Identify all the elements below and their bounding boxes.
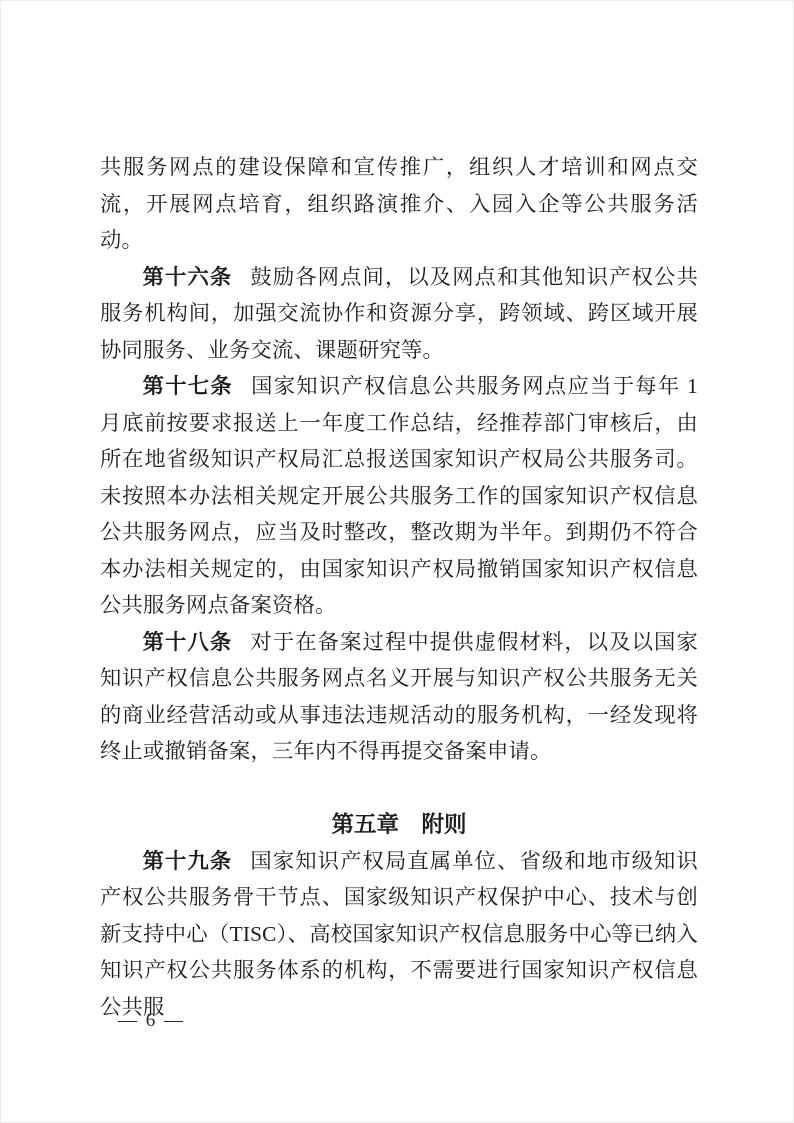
article-17-text: 国家知识产权信息公共服务网点应当于每年 1 月底前按要求报送上一年度工作总结，经推荐部门审核后，由所在地省级知识产权局汇总报送国家知识产权局公共服务司。未按照本办法相关规定开展公共服务工作的国家知识产权信息公共服务网点，应当及时整改，整改期为半年。到期仍不符合本办法相关规定的，由国家知识产权局撤销国家知识产权信息公共服务网点备案资格。 <box>100 374 698 617</box>
page-number: — 6 — <box>118 1010 185 1031</box>
article-16-text: 鼓励各网点间，以及网点和其他知识产权公共服务机构间，加强交流协作和资源分享，跨领域、跨区域开展协同服务、业务交流、课题研究等。 <box>100 264 698 362</box>
article-16-label: 第十六条 <box>142 264 233 289</box>
continuation-paragraph <box>100 149 698 259</box>
article-19-text: 国家知识产权局直属单位、省级和地市级知识产权公共服务骨干节点、国家级知识产权保护中心、技术与创新支持中心（TISC）、高校国家知识产权信息服务中心等已纳入知识产权公共服务体系的机构，不需要进行国家知识产权信息公共服 <box>100 848 698 1019</box>
chapter-number: 第五章 <box>331 811 399 837</box>
article-17-paragraph <box>100 368 698 624</box>
article-17-label: 第十七条 <box>142 374 233 398</box>
article-18-label: 第十八条 <box>142 629 233 654</box>
article-18-text: 对于在备案过程中提供虚假材料，以及以国家知识产权信息公共服务网点名义开展与知识产权公共服务无关的商业经营活动或从事违法违规活动的服务机构，一经发现将终止或撤销备案，三年内不得再提交备案申请。 <box>100 629 698 763</box>
article-18-paragraph <box>100 624 698 770</box>
paragraph-text: 共服务网点的建设保障和宣传推广，组织人才培训和网点交流，开展网点培育，组织路演推介、入园入企等公共服务活动。 <box>100 155 698 252</box>
article-16-paragraph <box>100 259 698 369</box>
chapter-title: 附则 <box>421 811 467 837</box>
document-body <box>100 149 698 1025</box>
chapter-heading <box>100 806 698 843</box>
article-19-label: 第十九条 <box>142 848 233 873</box>
article-19-paragraph <box>100 843 698 1026</box>
